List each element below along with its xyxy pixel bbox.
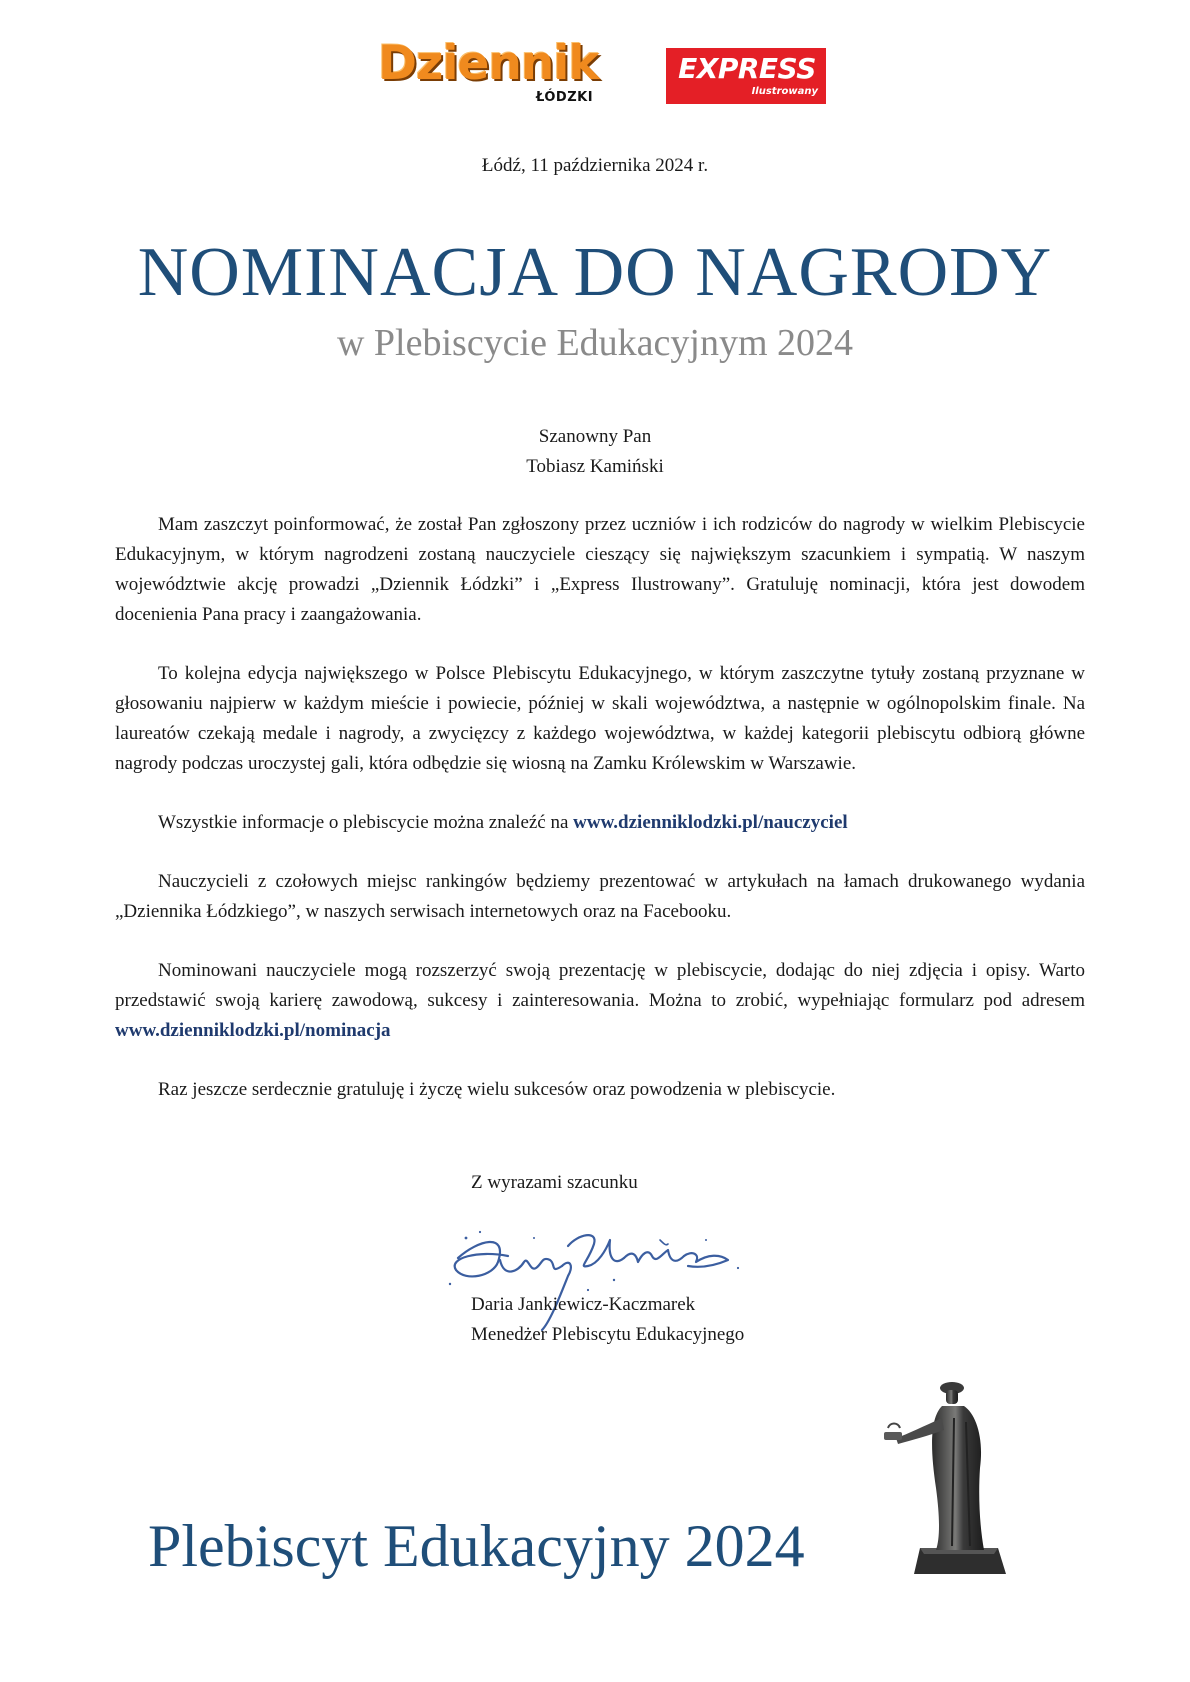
paragraph-4: Nauczycieli z czołowych miejsc rankingów będziemy prezentować w artykułach na łamach drukowanego wydania „Dziennika Łódzkiego”, w naszych serwisach internetowych oraz na Facebooku. — [115, 871, 1085, 922]
signer-block — [471, 1290, 744, 1350]
letter-body — [115, 510, 1085, 1134]
paragraph-6: Raz jeszcze serdecznie gratuluję i życzę wielu sukcesów oraz powodzenia w plebiscycie. — [158, 1079, 836, 1100]
salutation-greeting: Szanowny Pan — [538, 426, 652, 447]
salutation — [0, 422, 1190, 482]
letter-date: Łódź, 11 października 2024 r. — [481, 155, 709, 176]
dziennik-logo-subtitle: ŁÓDZKI — [536, 90, 594, 105]
recipient-name: Tobiasz Kamiński — [526, 456, 664, 477]
dziennik-logo-wordmark: Dziennik — [378, 36, 599, 91]
express-logo-subtitle: Ilustrowany — [751, 86, 818, 97]
paragraph-3 — [115, 808, 1085, 838]
dziennik-lodzki-logo — [378, 36, 599, 112]
paragraph-2: To kolejna edycja największego w Polsce Plebiscytu Edukacyjnego, w którym zaszczytne tytuły zostaną przyznane w głosowaniu najpierw w każdym mieście i powiecie, później w skali województwa, a następnie w ogólnopolskim finale. Na laureatów czekają medale i nagrody, a zwycięzcy z każdego województwa, w każdej kategorii plebiscytu odbiorą główne nagrody podczas uroczystej gali, która odbędzie się wiosną na Zamku Królewskim w Warszawie. — [115, 663, 1085, 774]
closing-phrase: Z wyrazami szacunku — [471, 1172, 638, 1193]
nominacja-link[interactable]: www.dzienniklodzki.pl/nominacja — [115, 1020, 391, 1041]
paragraph-3-text: Wszystkie informacje o plebiscycie można znaleźć na — [158, 812, 574, 833]
paragraph-5-text: Nominowani nauczyciele mogą rozszerzyć swoją prezentację w plebiscycie, dodając do niej zdjęcia i opisy. Warto przedstawić swoją karierę zawodową, sukcesy i zainteresowania. Można to zrobić, wypełniając formularz pod adresem — [115, 960, 1085, 1011]
footer-title: Plebiscyt Edukacyjny 2024 — [148, 1513, 805, 1579]
express-ilustrowany-logo — [666, 48, 826, 104]
statuette-icon — [880, 1378, 1020, 1576]
document-title: NOMINACJA DO NAGRODY — [137, 234, 1053, 311]
signer-name: Daria Jankiewicz-Kaczmarek — [471, 1294, 696, 1315]
document-subtitle: w Plebiscycie Edukacyjnym 2024 — [336, 322, 854, 364]
signer-role: Menedżer Plebiscytu Edukacyjnego — [471, 1324, 745, 1345]
paragraph-5 — [115, 956, 1085, 1046]
express-logo-wordmark: EXPRESS — [678, 52, 816, 85]
paragraph-1: Mam zaszczyt poinformować, że został Pan zgłoszony przez uczniów i ich rodziców do nagrody w wielkim Plebiscycie Edukacyjnym, w którym nagrodzeni zostaną nauczyciele cieszący się największym szacunkiem i sympatią. W naszym województwie akcję prowadzi „Dziennik Łódzki” i „Express Ilustrowany”. Gratuluję nominacji, która jest dowodem docenienia Pana pracy i zaangażowania. — [115, 514, 1085, 625]
nauczyciel-link[interactable]: www.dzienniklodzki.pl/nauczyciel — [573, 812, 848, 833]
